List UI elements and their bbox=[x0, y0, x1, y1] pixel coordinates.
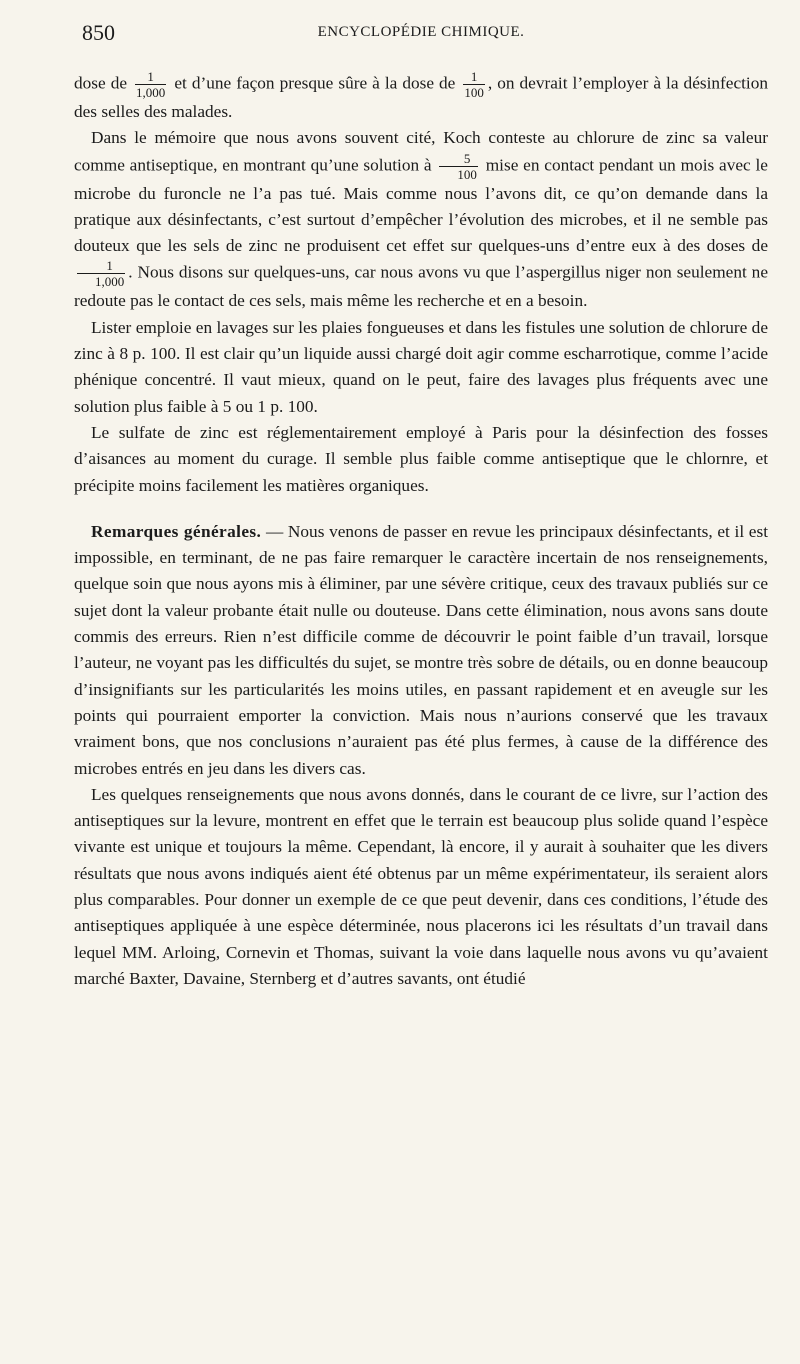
fraction-numerator: 1 bbox=[463, 70, 485, 85]
text-span: mise en contact pendant un mois avec le microbe du furoncle ne l’a pas tué. Mais comme nous l’avons dit, ce qu’on demande dans la pratique aux désinfectants, c’est surtout d’empêcher l’évolution des microbes, et il ne semble pas douteux que les sels de zinc ne produisent cet effet sur quelques-uns d’entre eux à des doses de bbox=[74, 155, 768, 256]
paragraph-4: Le sulfate de zinc est réglementairement employé à Paris pour la désinfection des fosses d’aisances au moment du curage. Il semble plus faible comme antiseptique que le chlornre, et précipite moins facilement les matières organiques. bbox=[74, 422, 768, 495]
fraction-denominator: 100 bbox=[457, 166, 477, 182]
paragraph-3: Lister emploie en lavages sur les plaies fongueuses et dans les fistules une solution de chlorure de zinc à 8 p. 100. Il est clair qu’un liquide aussi chargé doit agir comme escharrotique, comme l’acide phénique concentré. Il vaut mieux, quand on le peut, faire des lavages plus fréquents avec une solution plus faible à 5 ou 1 p. 100. bbox=[74, 317, 768, 416]
fraction bbox=[439, 152, 478, 181]
running-head: ENCYCLOPÉDIE CHIMIQUE. bbox=[317, 24, 525, 40]
paragraph-5 bbox=[74, 519, 768, 782]
page-number: 850 bbox=[82, 20, 115, 45]
fraction-numerator: 1 bbox=[77, 259, 125, 274]
text-span: Dans le mémoire que nous avons souvent cité, Koch conteste au chlorure de zinc sa valeur comme antiseptique, en montrant qu’une solution à bbox=[74, 128, 768, 175]
paragraph-2 bbox=[74, 125, 768, 314]
section-heading: Remarques générales. bbox=[91, 521, 262, 541]
text-span: et d’une façon presque sûre à la dose de bbox=[174, 73, 456, 93]
fraction-denominator: 100 bbox=[464, 85, 484, 100]
paragraph-6: Les quelques renseignements que nous avons donnés, dans le courant de ce livre, sur l’action des antiseptiques sur la levure, montrent en effet que le terrain est beaucoup plus solide quand l’espèce vivante est unique et toujours la même. Cependant, là encore, il y aurait à souhaiter que les divers résultats que nous avons indiqués aient été obtenus par un même expérimentateur, ils seraient alors plus comparables. Pour donner un exemple de ce que peut devenir, dans ces conditions, l’étude des antiseptiques appliquée à une espèce déterminée, nous placerons ici les résultats d’un travail dans lequel MM. Arloing, Cornevin et Thomas, suivant la voie dans laquelle nous avons vu qu’avaient marché Baxter, Davaine, Sternberg et d’autres savants, ont étudié bbox=[74, 784, 768, 988]
fraction bbox=[463, 70, 485, 99]
section-gap bbox=[74, 499, 768, 519]
text-span: — Nous venons de passer en revue les principaux désinfectants, et il est impossible, en terminant, de ne pas faire remarquer le caractère incertain de nos renseignements, quelque soin que nous ayons mis à éliminer, par une sévère critique, ceux des travaux publiés sur ce sujet dont la valeur probante était nulle ou douteuse. Dans cette élimination, nous avons sans doute commis des erreurs. Rien n’est difficile comme de découvrir le point faible d’un travail, lorsque l’auteur, ne voyant pas les difficultés du sujet, se montre très sobre de détails, ou en donne beaucoup d’insignifiants sur les particularités les moins utiles, en passant rapidement et en aveugle sur les points qui pourraient emporter la conviction. Mais nous n’aurions conservé que les travaux vraiment bons, que nos conclusions n’auraient pas été plus fermes, à cause de la différence des microbes entrés en jeu dans les divers cas. bbox=[74, 521, 769, 778]
fraction-denominator: 1,000 bbox=[136, 85, 166, 100]
text-span: dose de bbox=[74, 73, 128, 93]
fraction-numerator: 5 bbox=[439, 152, 478, 167]
fraction bbox=[135, 70, 166, 99]
body-text bbox=[74, 70, 768, 992]
fraction-numerator: 1 bbox=[135, 70, 166, 85]
paragraph-1 bbox=[74, 70, 768, 125]
page-header bbox=[82, 20, 760, 50]
text-span: , on devrait l’employer à la désinfection des selles des malades. bbox=[74, 73, 769, 121]
text-span: . Nous disons sur quelques-uns, car nous avons vu que l’aspergillus niger non seulement ne redoute pas le contact de ces sels, mais même les recherche et en a besoin. bbox=[74, 262, 768, 311]
fraction-denominator: 1,000 bbox=[95, 274, 125, 290]
fraction bbox=[77, 259, 125, 288]
